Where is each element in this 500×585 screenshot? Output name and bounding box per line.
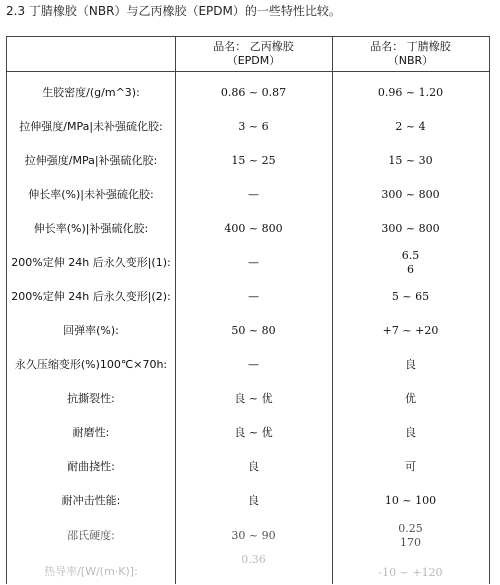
table-cell-nbr: -10 ~ +120 (378, 566, 443, 579)
table-row-label: 耐曲挠性: (67, 460, 115, 473)
table-cell-nbr: 300 ~ 800 (381, 222, 440, 235)
header-divider (7, 71, 489, 72)
table-row-label: 永久压缩变形(%)100℃×70h: (14, 358, 168, 371)
header-nbr (332, 37, 489, 71)
table-row-label: 伸长率(%)|未补强硫化胶: (28, 188, 154, 201)
table-row-label: 抗撕裂性: (67, 392, 115, 405)
table-cell-nbr-line: 170 (400, 536, 421, 549)
table-cell-nbr: 良 (405, 358, 416, 371)
table-row-label: 耐冲击性能: (61, 494, 121, 507)
table-cell-epdm: — (248, 358, 259, 371)
header-epdm (175, 37, 332, 71)
table-cell-epdm: 3 ~ 6 (238, 120, 269, 133)
table-cell-nbr: +7 ~ +20 (382, 324, 439, 337)
table-cell-nbr: 可 (405, 460, 416, 473)
table-cell-nbr: 0.96 ~ 1.20 (377, 86, 444, 99)
table-cell-nbr: 15 ~ 30 (388, 154, 433, 167)
table-cell-epdm: 0.36 (241, 553, 266, 566)
table-cell-epdm: 良 (248, 494, 259, 507)
table-cell-nbr: 10 ~ 100 (384, 494, 437, 507)
table-cell-nbr: 5 ~ 65 (391, 290, 430, 303)
table-cell-epdm: 50 ~ 80 (231, 324, 276, 337)
table-row-label: 拉伸强度/MPa|未补强硫化胶: (19, 120, 163, 133)
table-cell-nbr-line: 6.5 (401, 249, 420, 262)
table-cell-nbr: 优 (405, 392, 416, 405)
table-cell-nbr: 300 ~ 800 (381, 188, 440, 201)
table-cell-epdm: — (248, 256, 259, 269)
header-epdm-name: 品名： 乙丙橡胶 (213, 40, 294, 53)
table-row-label: 伸长率(%)|补强硫化胶: (33, 222, 149, 235)
table-cell-epdm: 良 (248, 460, 259, 473)
table-row-label: 200%定伸 24h 后永久变形|(2): (11, 290, 171, 303)
table-cell-epdm: 0.86 ~ 0.87 (220, 86, 287, 99)
table-cell-epdm: — (248, 290, 259, 303)
table-cell-nbr: 2 ~ 4 (395, 120, 426, 133)
table-row-label: 耐磨性: (72, 426, 110, 439)
table-cell-nbr: 良 (405, 426, 416, 439)
table-cell-epdm: — (248, 188, 259, 201)
table-cell-epdm: 400 ~ 800 (224, 222, 283, 235)
table-cell-epdm: 15 ~ 25 (231, 154, 276, 167)
table-row-label: 拉伸强度/MPa|补强硫化胶: (24, 154, 158, 167)
table-cell-epdm: 良 ~ 优 (234, 426, 273, 439)
section-heading: 2.3 丁腈橡胶（NBR）与乙丙橡胶（EPDM）的一些特性比较。 (6, 4, 341, 18)
table-row-label: 热导率/[W/(m·K)]: (44, 565, 138, 578)
table-row-label: 生胶密度/(g/m^3): (42, 86, 140, 99)
table-cell-nbr-line: 6 (407, 263, 414, 276)
comparison-table (6, 36, 490, 584)
table-cell-nbr-line: 0.25 (398, 522, 423, 535)
table-cell-nbr (332, 519, 489, 553)
table-row-label: 200%定伸 24h 后永久变形|(1): (11, 256, 171, 269)
table-cell-epdm: 良 ~ 优 (234, 392, 273, 405)
table-row-label: 回弹率(%): (63, 324, 119, 337)
table-row-label: 邵氏硬度: (67, 529, 115, 542)
header-nbr-name: 品名： 丁腈橡胶 (370, 40, 451, 53)
header-nbr-code: （NBR） (387, 54, 434, 67)
table-cell-epdm: 30 ~ 90 (231, 529, 276, 542)
header-epdm-code: （EPDM） (226, 54, 281, 67)
table-cell-nbr (332, 246, 489, 280)
